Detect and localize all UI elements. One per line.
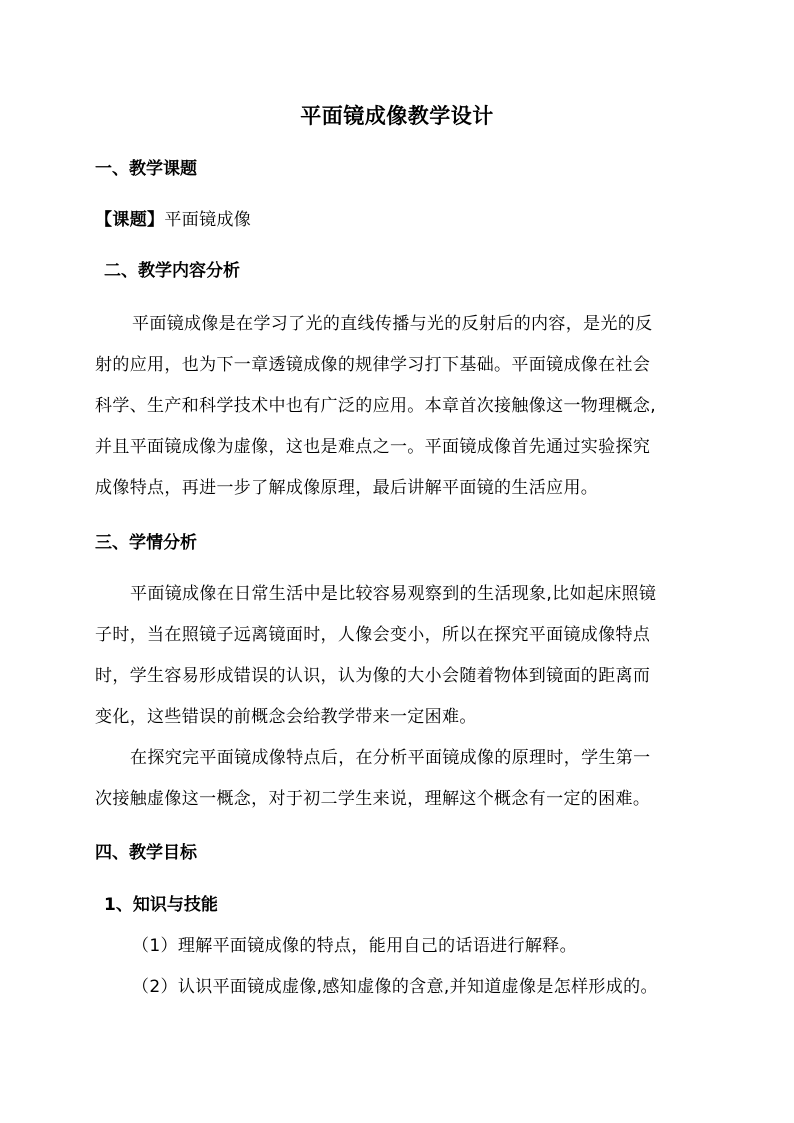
topic-value: 平面镜成像 xyxy=(164,210,252,230)
paragraph-line: 平面镜成像在日常生活中是比较容易观察到的生活现象,比如起床照镜 xyxy=(130,584,657,604)
section-heading-student-analysis: 三、学情分析 xyxy=(95,533,197,553)
paragraph-line: 在探究完平面镜成像特点后，在分析平面镜成像的原理时，学生第一 xyxy=(130,748,651,768)
paragraph-line: 成像特点，再进一步了解成像原理，最后讲解平面镜的生活应用。 xyxy=(95,478,599,498)
paragraph-line: 时，学生容易形成错误的认识，认为像的大小会随着物体到镜面的距离而 xyxy=(95,666,651,686)
paragraph-line: 并且平面镜成像为虚像，这也是难点之一。平面镜成像首先通过实验探究 xyxy=(95,437,651,457)
objective-item: （1）理解平面镜成像的特点，能用自己的话语进行解释。 xyxy=(132,936,577,956)
topic-label: 【课题】 xyxy=(95,210,165,230)
section-heading-content-analysis: 二、教学内容分析 xyxy=(104,261,240,281)
paragraph-line: 射的应用，也为下一章透镜成像的规律学习打下基础。平面镜成像在社会 xyxy=(95,355,651,375)
section-heading-objectives: 四、教学目标 xyxy=(95,843,197,863)
subheading-knowledge-skills: 1、知识与技能 xyxy=(104,895,218,915)
paragraph-line: 科学、生产和科学技术中也有广泛的应用。本章首次接触像这一物理概念, xyxy=(95,396,656,416)
section-heading-topic: 一、教学课题 xyxy=(95,159,197,179)
paragraph-line: 平面镜成像是在学习了光的直线传播与光的反射后的内容，是光的反 xyxy=(132,314,653,334)
topic-line xyxy=(95,205,251,235)
paragraph-line: 次接触虚像这一概念，对于初二学生来说，理解这个概念有一定的困难。 xyxy=(95,789,651,809)
document-title: 平面镜成像教学设计 xyxy=(300,104,494,128)
objective-item: （2）认识平面镜成虚像,感知虚像的含意,并知道虚像是怎样形成的。 xyxy=(132,977,658,997)
paragraph-line: 变化，这些错误的前概念会给教学带来一定困难。 xyxy=(95,707,477,727)
paragraph-line: 子时，当在照镜子远离镜面时，人像会变小，所以在探究平面镜成像特点 xyxy=(95,625,651,645)
